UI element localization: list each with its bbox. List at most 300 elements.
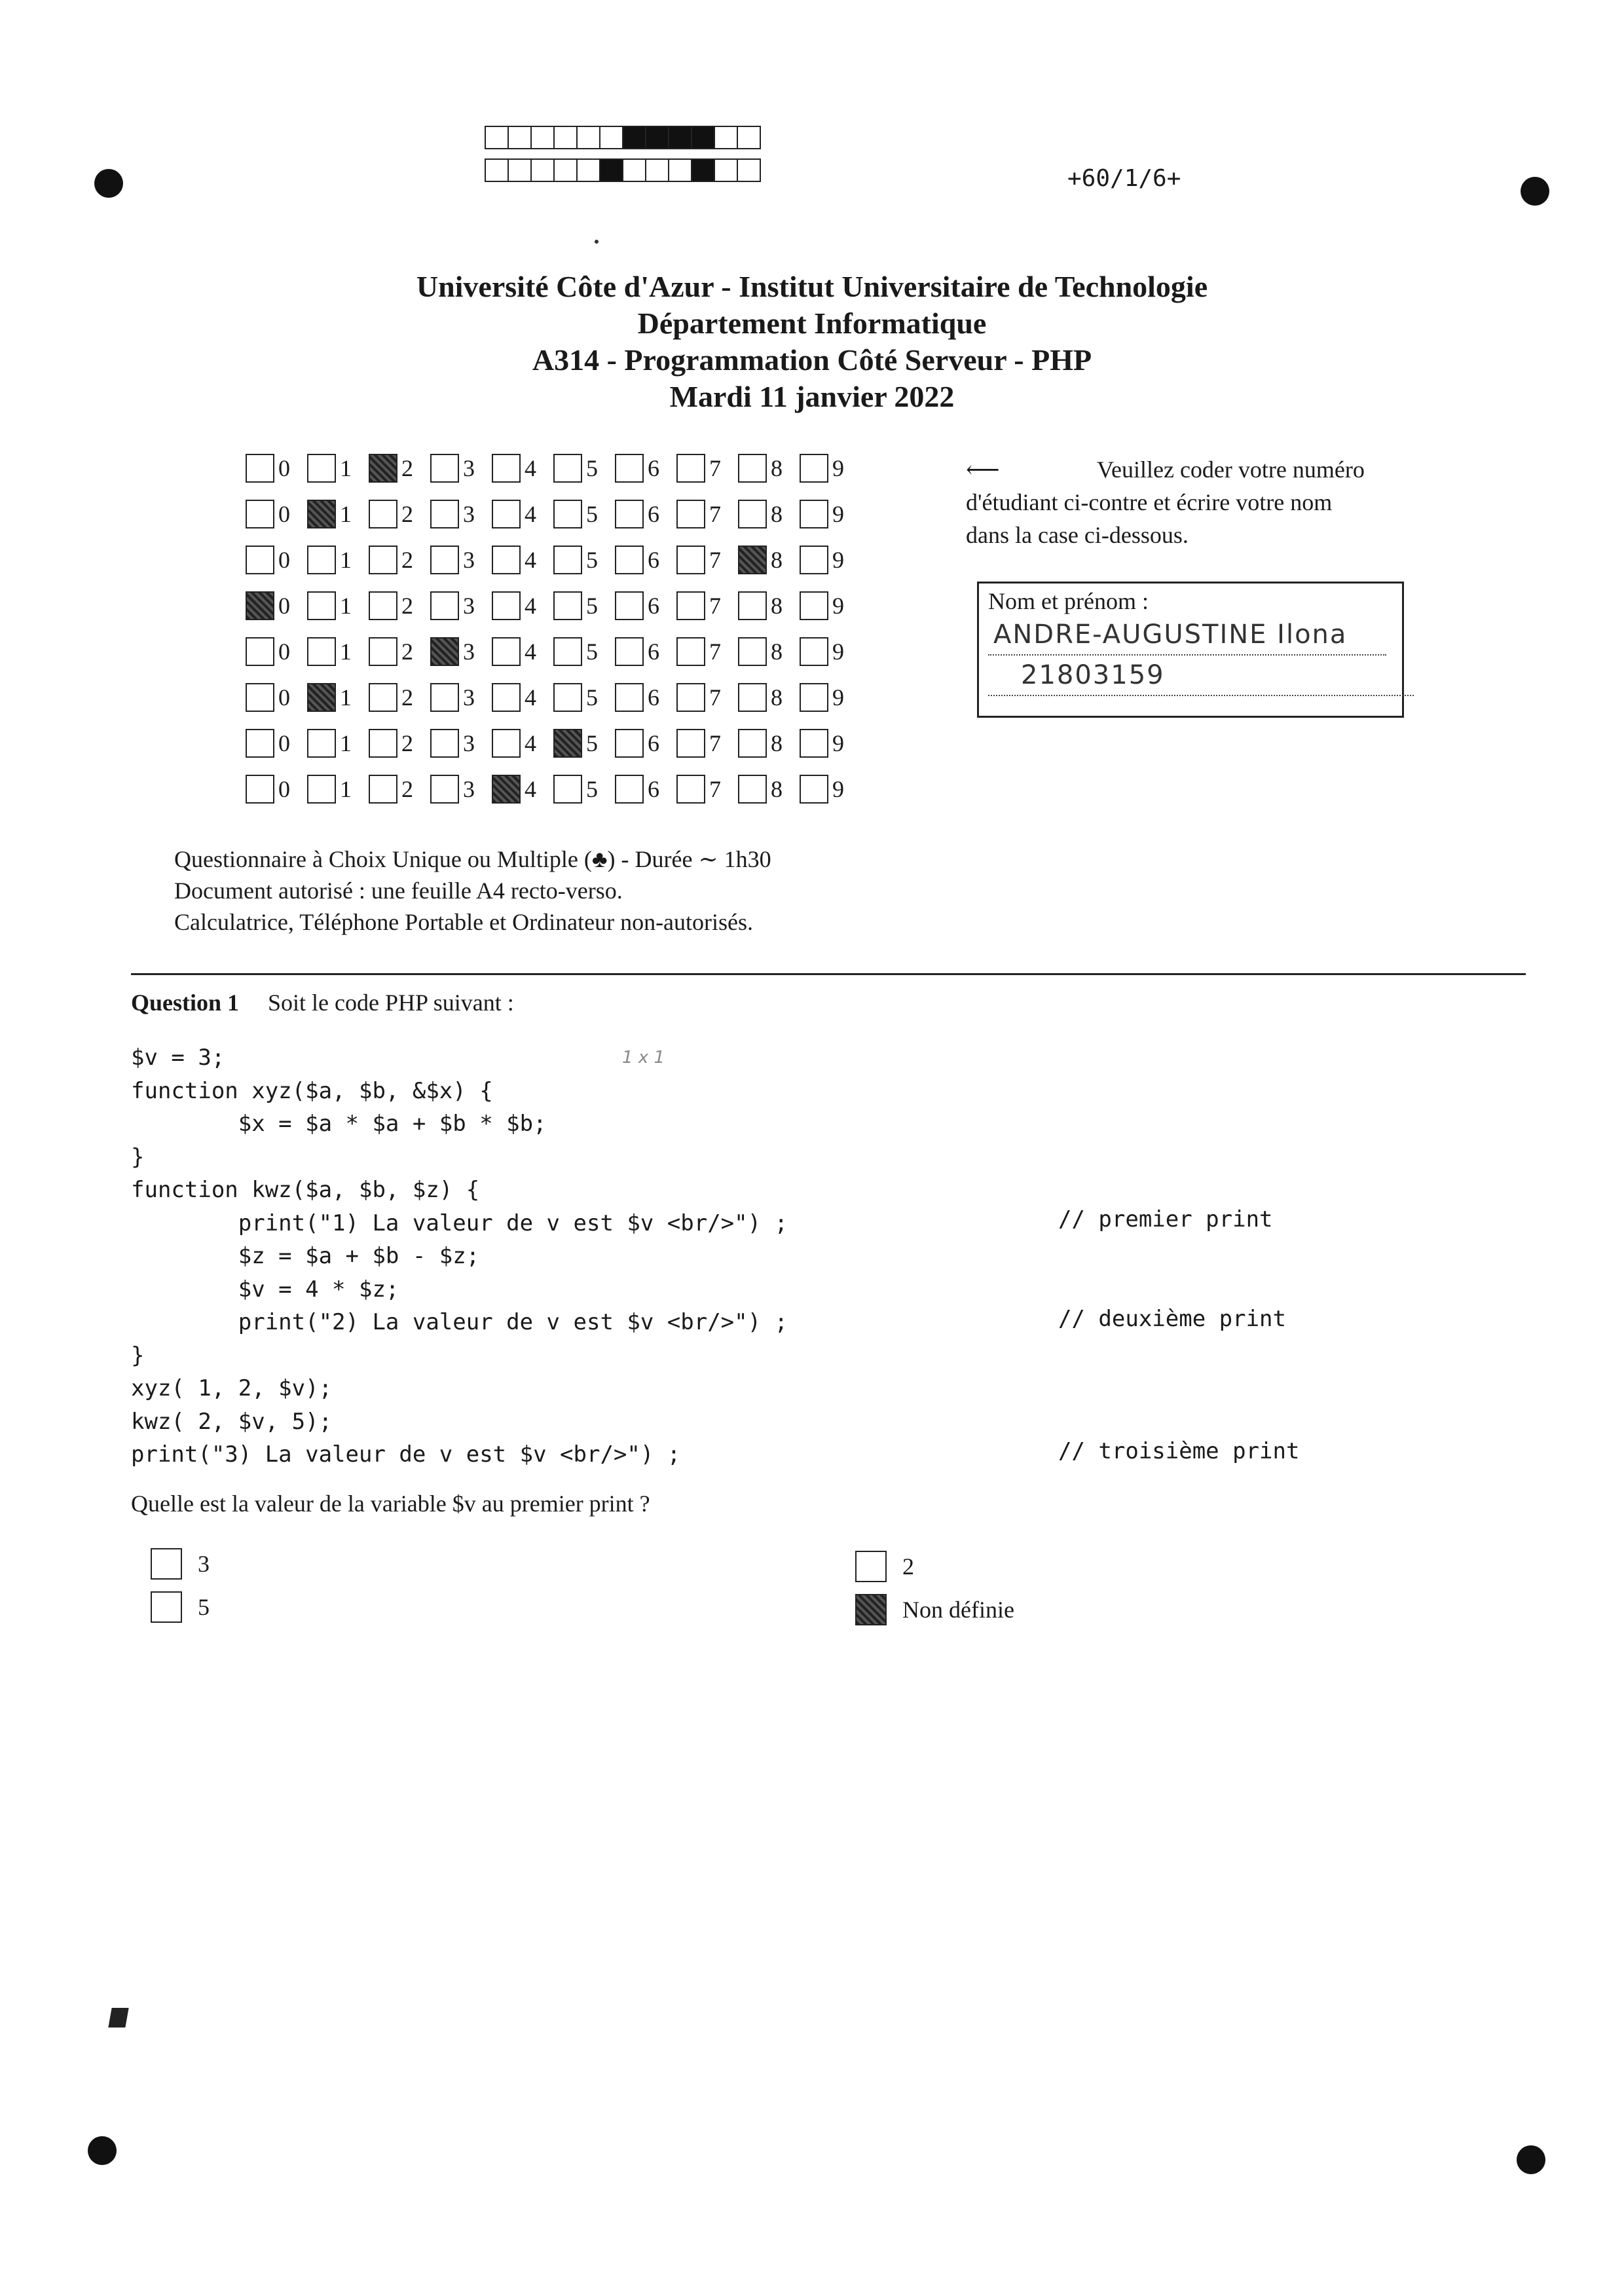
digit-checkbox[interactable]	[246, 683, 274, 712]
student-number-row	[246, 445, 861, 491]
digit-label: 5	[586, 776, 598, 802]
digit-label: 4	[525, 501, 536, 527]
digit-checkbox[interactable]	[676, 500, 705, 528]
digit-label: 7	[709, 455, 721, 481]
digit-checkbox[interactable]	[430, 454, 459, 483]
digit-label: 7	[709, 776, 721, 802]
digit-option[interactable]	[246, 546, 307, 574]
question-label: Question 1	[131, 990, 240, 1016]
digit-option[interactable]	[553, 591, 615, 620]
digit-option[interactable]	[307, 775, 369, 804]
digit-checkbox[interactable]	[430, 729, 459, 758]
digit-option[interactable]	[615, 729, 676, 758]
digit-option[interactable]	[307, 546, 369, 574]
digit-checkbox[interactable]	[676, 775, 705, 804]
university-title: Université Côte d'Azur - Institut Universitaire de Technologie	[416, 270, 1208, 303]
digit-checkbox[interactable]	[800, 775, 828, 804]
digit-option[interactable]	[369, 500, 430, 528]
answer-option[interactable]	[151, 1591, 210, 1623]
digit-checkbox[interactable]	[369, 546, 397, 574]
digit-checkbox[interactable]	[676, 683, 705, 712]
digit-checkbox[interactable]	[307, 729, 336, 758]
digit-option[interactable]	[800, 546, 861, 574]
digit-label: 7	[709, 547, 721, 573]
digit-label: 5	[586, 593, 598, 619]
barcode-cell	[668, 126, 692, 149]
digit-option[interactable]	[369, 454, 430, 483]
digit-checkbox[interactable]	[738, 546, 767, 574]
digit-label: 1	[340, 455, 352, 481]
digit-checkbox[interactable]	[430, 500, 459, 528]
digit-checkbox[interactable]	[492, 500, 521, 528]
digit-option[interactable]	[800, 454, 861, 483]
digit-option[interactable]	[553, 546, 615, 574]
digit-option[interactable]	[800, 591, 861, 620]
digit-option[interactable]	[246, 775, 307, 804]
digit-checkbox[interactable]	[800, 591, 828, 620]
digit-label: 6	[648, 547, 659, 573]
digit-label: 2	[401, 501, 413, 527]
barcode-row-1	[485, 126, 760, 149]
digit-option[interactable]	[369, 683, 430, 712]
digit-label: 4	[525, 593, 536, 619]
digit-label: 5	[586, 455, 598, 481]
handwritten-number: 21803159	[988, 656, 1414, 696]
stray-dot	[595, 240, 599, 244]
digit-checkbox[interactable]	[492, 591, 521, 620]
digit-label: 8	[771, 501, 783, 527]
digit-checkbox[interactable]	[800, 729, 828, 758]
digit-checkbox[interactable]	[369, 683, 397, 712]
digit-option[interactable]	[307, 591, 369, 620]
registration-dot-top-right	[1521, 177, 1549, 206]
barcode-cell	[645, 158, 669, 182]
digit-option[interactable]	[676, 591, 738, 620]
barcode-cell	[530, 126, 555, 149]
digit-option[interactable]	[800, 729, 861, 758]
question-text: Quelle est la valeur de la variable $v au premier print ?	[131, 1491, 650, 1517]
digit-option[interactable]	[800, 683, 861, 712]
digit-option[interactable]	[369, 591, 430, 620]
digit-label: 8	[771, 684, 783, 711]
digit-label: 3	[463, 684, 475, 711]
digit-option[interactable]	[430, 500, 492, 528]
digit-option[interactable]	[307, 637, 369, 666]
digit-checkbox[interactable]	[676, 637, 705, 666]
student-number-row	[246, 537, 861, 583]
digit-option[interactable]	[246, 500, 307, 528]
digit-option[interactable]	[492, 454, 553, 483]
digit-option[interactable]	[430, 683, 492, 712]
digit-option[interactable]	[430, 454, 492, 483]
digit-label: 9	[832, 776, 844, 802]
digit-checkbox[interactable]	[307, 591, 336, 620]
digit-option[interactable]	[369, 775, 430, 804]
digit-option[interactable]	[430, 591, 492, 620]
digit-option[interactable]	[676, 500, 738, 528]
barcode-row-2	[485, 158, 760, 182]
digit-checkbox[interactable]	[800, 683, 828, 712]
digit-label: 8	[771, 547, 783, 573]
student-number-row	[246, 720, 861, 766]
digit-label: 5	[586, 547, 598, 573]
answer-option[interactable]	[151, 1548, 210, 1580]
comment-third-print: // troisième print	[1058, 1438, 1300, 1464]
digit-option[interactable]	[676, 454, 738, 483]
digit-label: 6	[648, 455, 659, 481]
answer-checkbox[interactable]	[151, 1591, 182, 1623]
barcode-cell	[691, 126, 715, 149]
digit-label: 5	[586, 684, 598, 711]
digit-option[interactable]	[492, 546, 553, 574]
digit-option[interactable]	[676, 546, 738, 574]
instructions	[966, 453, 1418, 551]
answer-option[interactable]	[855, 1551, 914, 1582]
barcode-cell	[530, 158, 555, 182]
digit-checkbox[interactable]	[553, 775, 582, 804]
digit-option[interactable]	[615, 546, 676, 574]
digit-option[interactable]	[615, 591, 676, 620]
digit-checkbox[interactable]	[369, 729, 397, 758]
digit-label: 8	[771, 730, 783, 756]
digit-checkbox[interactable]	[800, 637, 828, 666]
digit-checkbox[interactable]	[246, 637, 274, 666]
code-line: $v = 4 * $z;	[131, 1276, 399, 1303]
digit-label: 5	[586, 639, 598, 665]
digit-checkbox[interactable]	[676, 454, 705, 483]
comment-first-print: // premier print	[1058, 1206, 1273, 1232]
instruction-line-3: dans la case ci-dessous.	[966, 522, 1189, 548]
digit-label: 3	[463, 547, 475, 573]
digit-checkbox[interactable]	[307, 775, 336, 804]
digit-checkbox[interactable]	[553, 591, 582, 620]
digit-label: 1	[340, 639, 352, 665]
answer-checkbox[interactable]	[855, 1551, 887, 1582]
digit-checkbox[interactable]	[492, 546, 521, 574]
name-box-title: Nom et prénom :	[988, 588, 1149, 614]
stray-ink-mark	[108, 2008, 128, 2028]
digit-label: 2	[401, 730, 413, 756]
digit-option[interactable]	[738, 500, 800, 528]
digit-checkbox[interactable]	[738, 454, 767, 483]
digit-option[interactable]	[615, 775, 676, 804]
barcode-cell	[714, 158, 738, 182]
barcode-cell	[576, 126, 600, 149]
digit-checkbox[interactable]	[492, 775, 521, 804]
digit-checkbox[interactable]	[246, 729, 274, 758]
digit-option[interactable]	[430, 729, 492, 758]
digit-checkbox[interactable]	[738, 683, 767, 712]
barcode-cell	[576, 158, 600, 182]
comment-second-print: // deuxième print	[1058, 1306, 1286, 1332]
digit-checkbox[interactable]	[553, 683, 582, 712]
code-line: function kwz($a, $b, $z) {	[131, 1177, 480, 1203]
digit-checkbox[interactable]	[430, 546, 459, 574]
barcode-cell	[645, 126, 669, 149]
answer-label: 5	[198, 1594, 210, 1620]
digit-label: 1	[340, 501, 352, 527]
digit-checkbox[interactable]	[430, 683, 459, 712]
digit-option[interactable]	[738, 546, 800, 574]
answer-checkbox[interactable]	[151, 1548, 182, 1580]
digit-option[interactable]	[615, 637, 676, 666]
digit-option[interactable]	[738, 775, 800, 804]
digit-option[interactable]	[430, 775, 492, 804]
digit-label: 3	[463, 593, 475, 619]
digit-label: 0	[278, 684, 290, 711]
digit-checkbox[interactable]	[553, 729, 582, 758]
digit-checkbox[interactable]	[800, 546, 828, 574]
digit-checkbox[interactable]	[246, 775, 274, 804]
question-intro: Soit le code PHP suivant :	[268, 990, 514, 1016]
digit-label: 6	[648, 730, 659, 756]
exam-date: Mardi 11 janvier 2022	[669, 380, 955, 413]
digit-checkbox[interactable]	[738, 591, 767, 620]
digit-option[interactable]	[553, 454, 615, 483]
digit-label: 3	[463, 455, 475, 481]
digit-checkbox[interactable]	[430, 775, 459, 804]
digit-checkbox[interactable]	[676, 546, 705, 574]
code-line: print("2) La valeur de v est $v <br/>") ;	[131, 1309, 788, 1335]
digit-label: 0	[278, 501, 290, 527]
barcode-cell	[691, 158, 715, 182]
barcode-cell	[507, 158, 532, 182]
digit-label: 4	[525, 730, 536, 756]
barcode-cell	[622, 158, 646, 182]
digit-option[interactable]	[615, 454, 676, 483]
code-line: print("1) La valeur de v est $v <br/>") ;	[131, 1210, 788, 1236]
digit-option[interactable]	[492, 775, 553, 804]
digit-label: 9	[832, 684, 844, 711]
digit-option[interactable]	[307, 683, 369, 712]
answer-option[interactable]	[855, 1594, 1014, 1625]
digit-checkbox[interactable]	[369, 500, 397, 528]
barcode-cell	[599, 126, 623, 149]
digit-checkbox[interactable]	[430, 591, 459, 620]
digit-label: 2	[401, 684, 413, 711]
digit-checkbox[interactable]	[615, 546, 644, 574]
digit-option[interactable]	[800, 775, 861, 804]
code-line: }	[131, 1342, 145, 1369]
digit-checkbox[interactable]	[369, 454, 397, 483]
code-line: xyz( 1, 2, $v);	[131, 1375, 333, 1401]
handwritten-name: ANDRE-AUGUSTINE Ilona	[988, 615, 1386, 656]
digit-option[interactable]	[738, 729, 800, 758]
divider	[131, 973, 1526, 975]
digit-option[interactable]	[307, 454, 369, 483]
digit-label: 7	[709, 501, 721, 527]
digit-label: 7	[709, 730, 721, 756]
digit-checkbox[interactable]	[553, 500, 582, 528]
digit-option[interactable]	[369, 546, 430, 574]
digit-checkbox[interactable]	[246, 546, 274, 574]
digit-option[interactable]	[738, 454, 800, 483]
course-title: A314 - Programmation Côté Serveur - PHP	[532, 343, 1092, 377]
digit-checkbox[interactable]	[307, 683, 336, 712]
digit-option[interactable]	[676, 683, 738, 712]
digit-option[interactable]	[492, 637, 553, 666]
digit-option[interactable]	[800, 500, 861, 528]
digit-label: 2	[401, 776, 413, 802]
digit-label: 4	[525, 455, 536, 481]
registration-dot-bottom-left	[88, 2136, 117, 2165]
digit-option[interactable]	[553, 500, 615, 528]
digit-checkbox[interactable]	[738, 775, 767, 804]
digit-label: 0	[278, 639, 290, 665]
digit-label: 3	[463, 501, 475, 527]
digit-option[interactable]	[553, 637, 615, 666]
digit-option[interactable]	[615, 500, 676, 528]
barcode-cell	[485, 126, 509, 149]
digit-label: 2	[401, 593, 413, 619]
digit-checkbox[interactable]	[246, 591, 274, 620]
digit-label: 4	[525, 547, 536, 573]
answer-label: 3	[198, 1551, 210, 1577]
digit-label: 6	[648, 501, 659, 527]
digit-checkbox[interactable]	[553, 454, 582, 483]
digit-option[interactable]	[738, 683, 800, 712]
digit-option[interactable]	[738, 637, 800, 666]
digit-label: 0	[278, 547, 290, 573]
digit-label: 9	[832, 501, 844, 527]
digit-checkbox[interactable]	[492, 454, 521, 483]
digit-checkbox[interactable]	[246, 500, 274, 528]
digit-checkbox[interactable]	[800, 500, 828, 528]
digit-label: 6	[648, 639, 659, 665]
answer-checkbox[interactable]	[855, 1594, 887, 1625]
digit-label: 9	[832, 639, 844, 665]
registration-dot-top-left	[94, 169, 123, 198]
arrow-left-icon: ⟵	[966, 456, 1000, 483]
digit-checkbox[interactable]	[615, 729, 644, 758]
digit-label: 0	[278, 730, 290, 756]
digit-option[interactable]	[800, 637, 861, 666]
digit-option[interactable]	[676, 729, 738, 758]
exam-notes	[174, 843, 771, 938]
code-line: print("3) La valeur de v est $v <br/>") ;	[131, 1441, 681, 1468]
digit-label: 2	[401, 639, 413, 665]
digit-checkbox[interactable]	[246, 454, 274, 483]
digit-option[interactable]	[738, 591, 800, 620]
digit-checkbox[interactable]	[676, 591, 705, 620]
digit-checkbox[interactable]	[307, 500, 336, 528]
digit-label: 7	[709, 684, 721, 711]
code-line: kwz( 2, $v, 5);	[131, 1408, 333, 1435]
barcode-cell	[485, 158, 509, 182]
digit-checkbox[interactable]	[307, 546, 336, 574]
digit-label: 1	[340, 730, 352, 756]
digit-option[interactable]	[246, 637, 307, 666]
digit-checkbox[interactable]	[369, 775, 397, 804]
digit-label: 8	[771, 593, 783, 619]
digit-checkbox[interactable]	[553, 546, 582, 574]
digit-option[interactable]	[492, 683, 553, 712]
digit-option[interactable]	[369, 729, 430, 758]
barcode-cell	[737, 158, 761, 182]
digit-checkbox[interactable]	[307, 637, 336, 666]
student-number-grid	[246, 445, 861, 812]
digit-option[interactable]	[307, 500, 369, 528]
digit-option[interactable]	[430, 637, 492, 666]
digit-label: 9	[832, 593, 844, 619]
barcode-cell	[507, 126, 532, 149]
pencil-annotation: 1 x 1	[622, 1048, 665, 1067]
digit-option[interactable]	[492, 591, 553, 620]
digit-option[interactable]	[246, 683, 307, 712]
digit-label: 7	[709, 639, 721, 665]
exam-header	[0, 268, 1624, 415]
department-title: Département Informatique	[637, 306, 987, 340]
digit-label: 0	[278, 593, 290, 619]
digit-label: 3	[463, 730, 475, 756]
digit-option[interactable]	[492, 729, 553, 758]
digit-label: 3	[463, 776, 475, 802]
digit-checkbox[interactable]	[615, 591, 644, 620]
digit-option[interactable]	[553, 729, 615, 758]
registration-dot-bottom-right	[1517, 2145, 1545, 2174]
digit-option[interactable]	[246, 454, 307, 483]
digit-option[interactable]	[615, 683, 676, 712]
digit-checkbox[interactable]	[800, 454, 828, 483]
digit-label: 0	[278, 455, 290, 481]
digit-label: 2	[401, 455, 413, 481]
digit-checkbox[interactable]	[492, 637, 521, 666]
digit-checkbox[interactable]	[615, 637, 644, 666]
digit-label: 6	[648, 776, 659, 802]
digit-checkbox[interactable]	[492, 729, 521, 758]
digit-label: 4	[525, 776, 536, 802]
code-line: function xyz($a, $b, &$x) {	[131, 1077, 493, 1104]
code-line: $x = $a * $a + $b * $b;	[131, 1111, 547, 1137]
name-box[interactable]	[977, 582, 1404, 718]
digit-checkbox[interactable]	[307, 454, 336, 483]
digit-checkbox[interactable]	[553, 637, 582, 666]
digit-checkbox[interactable]	[738, 729, 767, 758]
digit-checkbox[interactable]	[676, 729, 705, 758]
barcode-cell	[714, 126, 738, 149]
digit-label: 9	[832, 730, 844, 756]
digit-checkbox[interactable]	[615, 454, 644, 483]
digit-checkbox[interactable]	[738, 637, 767, 666]
digit-option[interactable]	[246, 591, 307, 620]
digit-checkbox[interactable]	[615, 775, 644, 804]
digit-option[interactable]	[676, 637, 738, 666]
digit-option[interactable]	[676, 775, 738, 804]
barcode-cell	[668, 158, 692, 182]
digit-label: 1	[340, 776, 352, 802]
digit-label: 9	[832, 547, 844, 573]
digit-label: 8	[771, 776, 783, 802]
digit-checkbox[interactable]	[615, 683, 644, 712]
digit-checkbox[interactable]	[738, 500, 767, 528]
digit-label: 5	[586, 501, 598, 527]
instruction-line-1: Veuillez coder votre numéro	[1097, 456, 1365, 483]
digit-checkbox[interactable]	[369, 591, 397, 620]
digit-checkbox[interactable]	[369, 637, 397, 666]
digit-option[interactable]	[369, 637, 430, 666]
digit-checkbox[interactable]	[430, 637, 459, 666]
digit-option[interactable]	[246, 729, 307, 758]
digit-checkbox[interactable]	[492, 683, 521, 712]
digit-option[interactable]	[553, 683, 615, 712]
digit-option[interactable]	[553, 775, 615, 804]
digit-option[interactable]	[430, 546, 492, 574]
digit-checkbox[interactable]	[615, 500, 644, 528]
digit-label: 4	[525, 639, 536, 665]
php-code-block	[131, 1041, 788, 1472]
digit-option[interactable]	[492, 500, 553, 528]
digit-option[interactable]	[307, 729, 369, 758]
